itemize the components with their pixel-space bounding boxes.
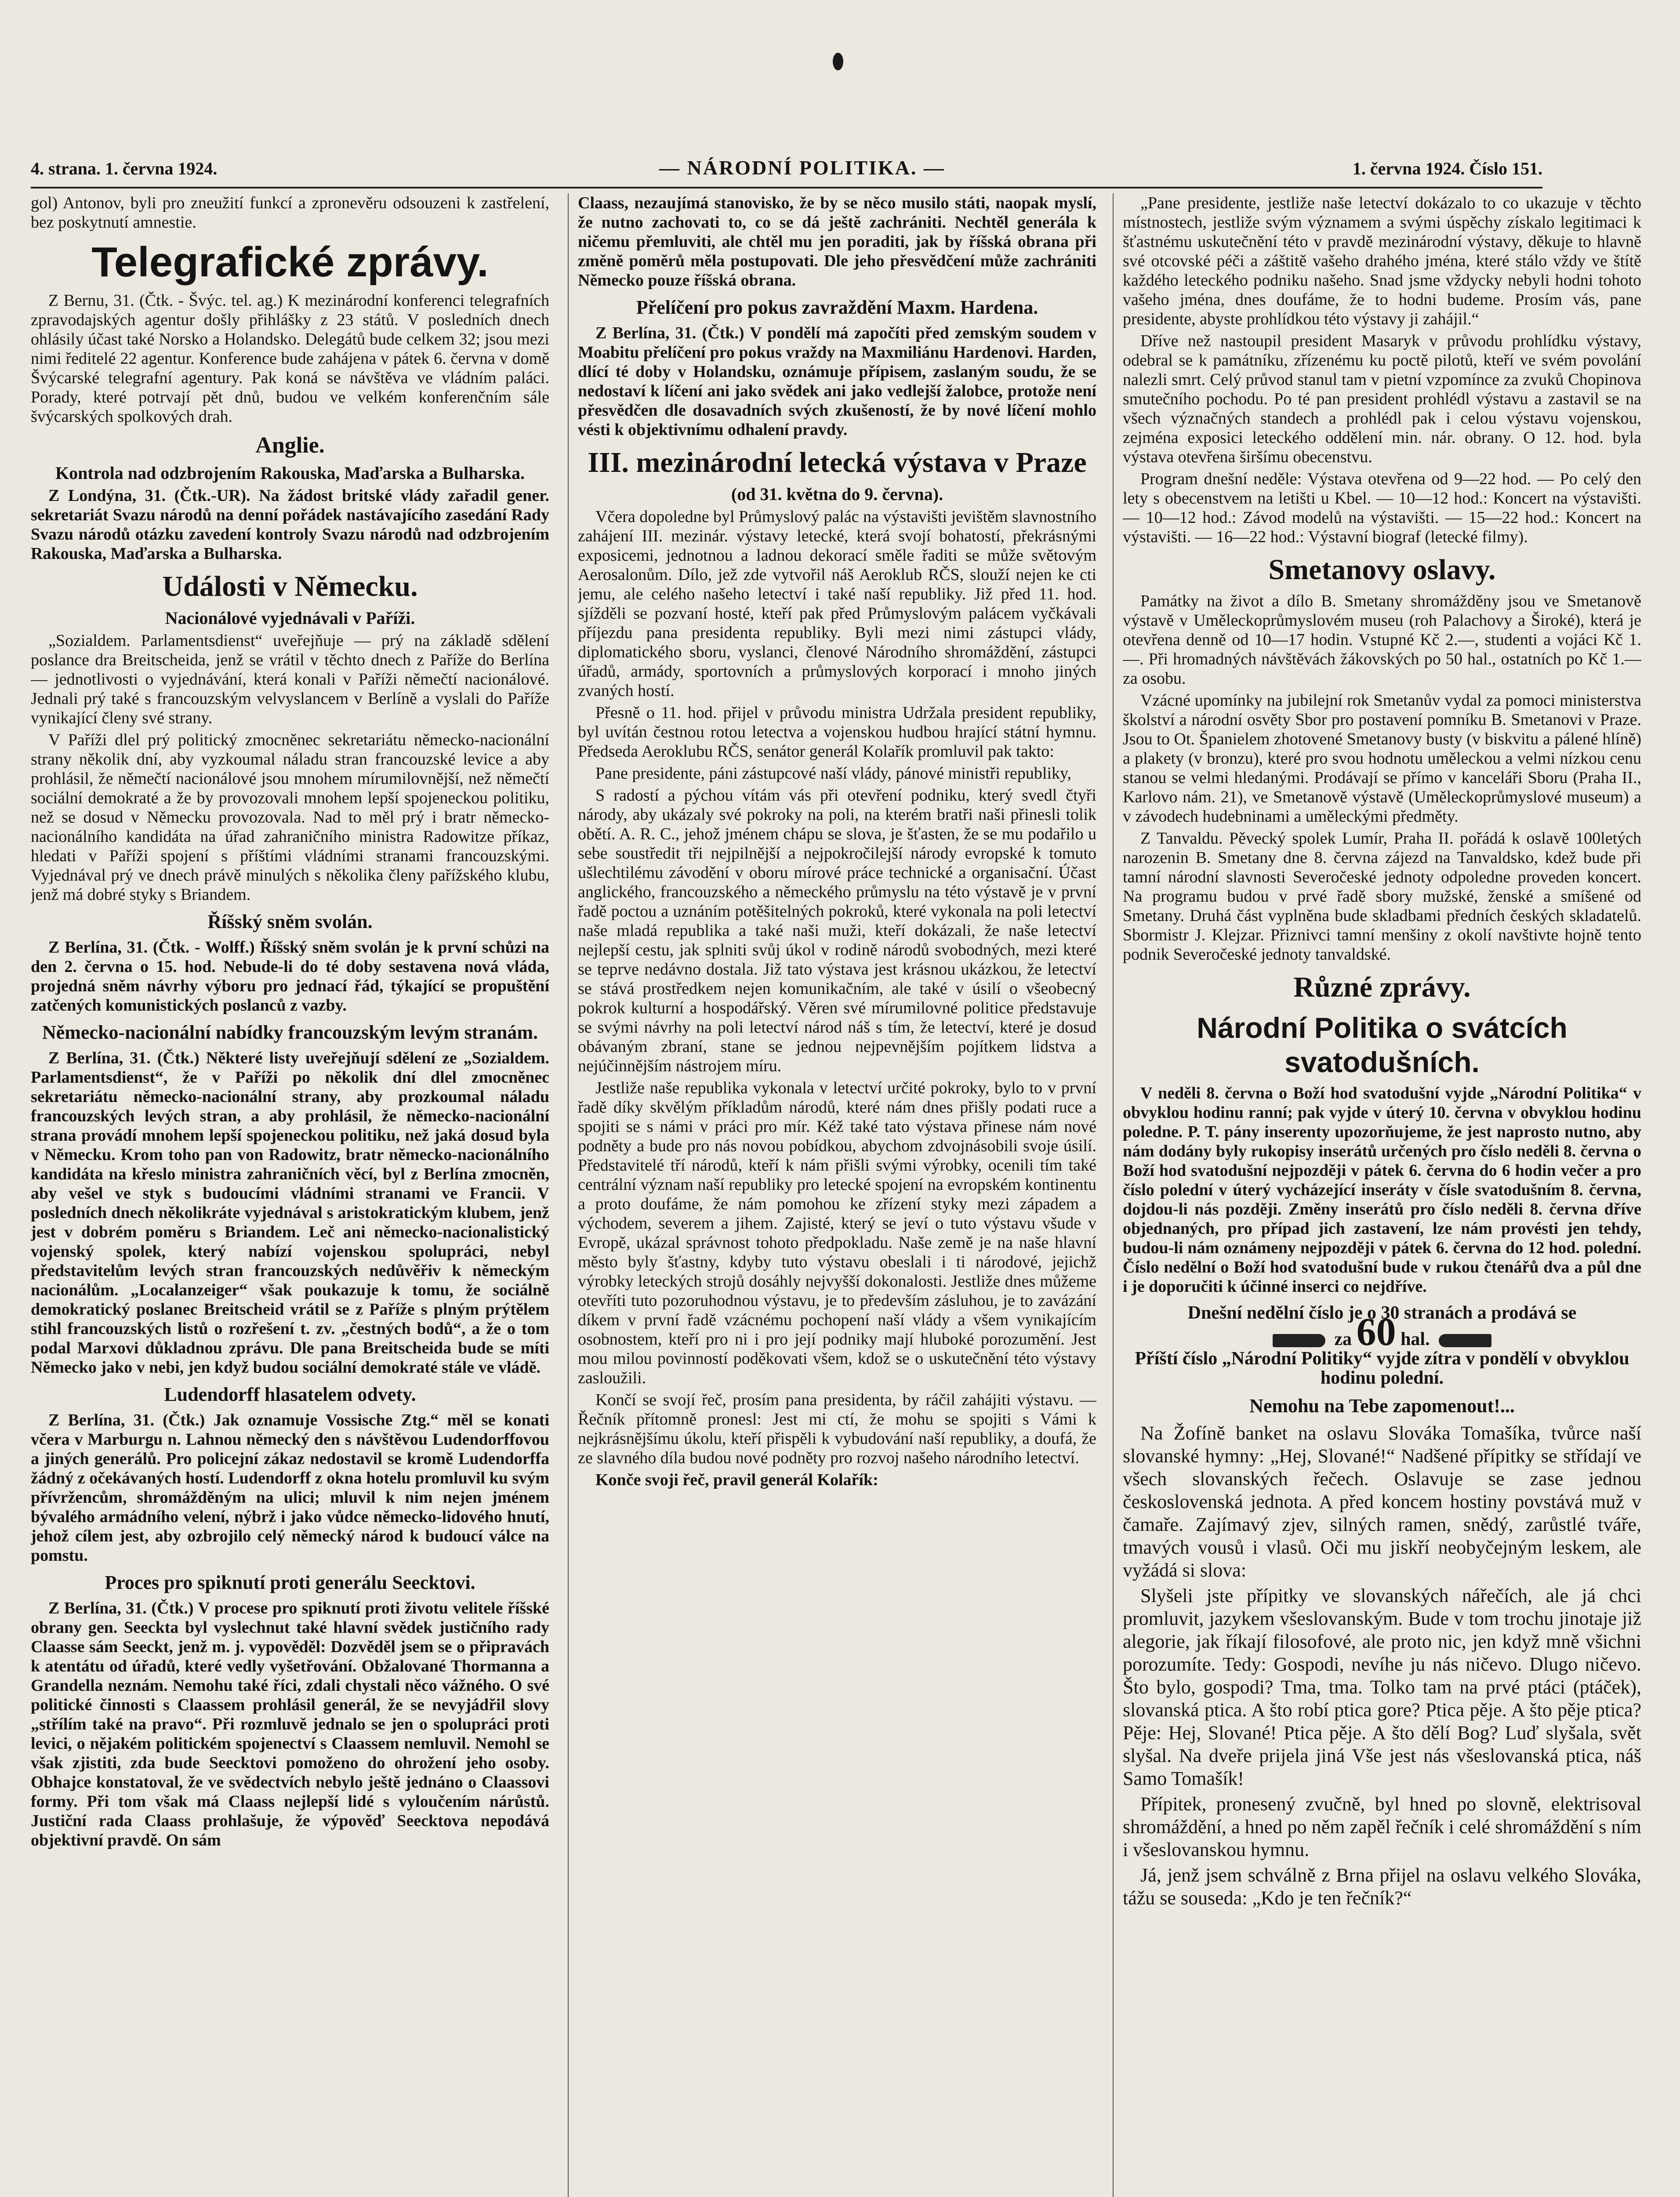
article-text: „Pane presidente, jestliže naše letectví dokázalo to co ukazuje v těchto místnostech, jestliže svým významem a svými úspěchy získalo legitimaci k šťastnému uskutečnění této v pravdě mezinárodní výstavy, děkuje to hlavně své otcovské péči a záštitě vašeho drahého jména, které stálo vždy ve štítě každého leteckého podniku našeho. Snad jsme vždycky nebyli hodni tohoto vašeho jména, dnes doufáme, že to hodni budeme. Prosím vás, pane presidente, abyste prohlídkou této výstavy ji zahájil.“ [1123,194,1641,328]
header-masthead: — NÁRODNÍ POLITIKA. — [659,156,945,179]
article-text: Já, jenž jsem schválně z Brna přijel na oslavu velkého Slováka, tážu se souseda: „Kdo je ten řečník?“ [1123,1864,1641,1909]
article-headline: Německo-nacionální nabídky francouzským levým stranám. [42,1022,538,1043]
section-heading: Anglie. [255,433,325,458]
article-text: „Sozialdem. Parlamentsdienst“ uveřejňuje — prý na základě sdělení poslance dra Breitscheida, jenž se vrátil v těchto dnech z Paříže do Berlína — jednotlivosti o vyjednávání, která konali v Paříži němečtí nacionálové. Jednali prý také s francouzským velvyslancem v Berlíně a vyslali do Paříže vynikající členy své strany. [31,631,549,727]
section-heading: Telegrafické zprávy. [91,239,489,286]
price-value: 60 [1356,1310,1396,1354]
column-divider [1113,193,1114,2197]
article-text: Z Bernu, 31. (Čtk. - Švýc. tel. ag.) K mezinárodní konferenci telegrafních zpravodajských agentur došly přihlášky z 23 států. V posledních dnech ohlásily účast také Norsko a Holandsko. Delegátů bude celkem 32; jsou mezi nimi ředitelé 22 agentur. Konference bude zahájena v pátek 6. června v domě Švýcarské telegrafní agentury. Pak koná se návštěva ve vládním paláci. Porady, které potrvají pět dnů, budou ve velkém konferenčním sále švýcarských spolkových drah. [31,291,549,426]
article-text: Přípitek, pronesený zvučně, byl hned po slovně, elektrisoval shromáždění, a hned po něm zapěl řečník i celé shromáždění s ním i všeslovanskou hymnu. [1123,1793,1641,1860]
column-3 [1123,193,1641,2197]
article-text: Dříve než nastoupil president Masaryk v průvodu prohlídku výstavy, odebral se k památníku, zřízenému ku poctě pilotů, kteří ve svém povolání nalezli smrt. Celý průvod stanul tam v pietní vzpomínce za zvuků Chopinova smutečního pochodu. Po té pan president prohlédl výstavu a zastavil se na všech význačných standech a prohlédl pak i celou výstavu vojenskou, zejména exposici leteckého oddělení min. nár. obrany. O 12. hod. byla výstava otevřena širšímu obecenstvu. [1123,332,1641,466]
article-text: Z Tanvaldu. Pěvecký spolek Lumír, Praha II. pořádá k oslavě 100letých narozenin B. Smetany dne 8. června zájezd na Tanvaldsko, kdež bude při tamní národní slavnosti Severočeské jednoty odpoledne proveden koncert. Na programu budou v prvé řadě sbory mužské, ženské a smíšené od Smetany. Druhá část vyplněna bude skladbami předních českých skladatelů. Sbormistr J. Klejzar. Přiznivci tamní menšiny z okolí navštivte hojně tento podnik Severočeské jednoty tanvaldské. [1123,829,1641,964]
column-divider [568,193,569,2197]
header-issue: 1. června 1924. Číslo 151. [1352,159,1542,178]
next-issue-notice: Příští číslo „Národní Politiky“ vyjde zítra v pondělí v obvyklou hodinu polední. [1135,1349,1629,1388]
section-heading: Různé zprávy. [1293,971,1471,1003]
article-text: Z Berlína, 31. (Čtk.) V procese pro spiknutí proti životu velitele říšské obrany gen. Seeckta byl vyslechnut také hlavní svědek justičního rady Claasse sám Seeckt, jenž m. j. vypověděl: Dozvěděl jsem se o připravách k atentátu od úřadů, které vedly vyšetřování. Obžalované Thormanna a Grandella neznám. Nemohu také říci, zdali chystali něco vážného. O své politické činnosti s Claassem prohlásil generál, že se nevyjádřil slovy „střílím také na pravo“. Při rozmluvě jednalo se jen o spolupráci proti levici, o nějakém politickém spojenectví s Claassem nemluvil. Nemohl se však zjistiti, zda bude Seecktovi pomoženo do ohrožení jeho osoby. Obhajce konstatoval, že ve svědectvích nebylo ještě jednáno o Claassovi formy. Při tom však má Claass nejlepší lidé s vyloučením nárůstů. Justiční rada Claass prohlašuje, že výpověď Seecktova nepodává objektivní pravdě. On sám [31,1599,549,1849]
article-text: Claass, nezaujímá stanovisko, že by se něco musilo státi, naopak myslí, že nutno zachovati to, co se dá ještě zachrániti. Nechtěl generála k ničemu přemluviti, ale chtěl mu jen poraditi, jak by říšská obrana při změně poměrů měla postupovati. Dle jeho přesvědčení může zachrániti Německo pouze říšská obrana. [578,194,1096,290]
article-text: Slyšeli jste přípitky ve slovanských nářečích, ale já chci promluvit, jazykem všeslovanským. Bude v tom trochu jinotaje již alegorie, jak říkají filosofové, ale proto nic, jen když mně všichni porozumíte. Tedy: Gospodi, nevíhe ju nás ničevo. Dlugo ničevo. Što bylo, gospodi? Tma, tma. Tolko tam na prvé ptáci (ptáček), slovanská ptica. A što robí ptica gore? Ptica pěje. A što pěje ptica? Pěje: Hej, Slované! Ptica pěje. A što dělí Bog? Luď slyšala, svět slyšal. Na dveře prijela jiná Vše jest nás všeslovanská ptica, náš Samo Tomašík! [1123,1585,1641,1789]
header-rule [31,187,1542,189]
article-text: Z Berlína, 31. (Čtk.) Jak oznamuje Vossische Ztg.“ měl se konati včera v Marburgu n. Lahnou německý den s návštěvou Ludendorffovou a jiných generálů. Pro policejní zákaz nedostavil se kromě Ludendorffa žádný z očekávaných hostí. Ludendorff z okna hotelu promluvil ku svým přívržencům, shromážděným na ulici; mluvil k nim nejen jménem bývalého armádního velení, nýbrž i jako vůdce německo-lidového hnutí, jehož cílem jest, aby ozbrojilo celý německý národ k budoucí válce na pomstu. [31,1411,549,1565]
section-heading: III. mezinárodní letecká výstava v Praze [588,446,1087,479]
article-text: Pane presidente, páni zástupcové naší vlády, pánové ministři republiky, [595,764,1072,783]
article-text: Z Berlína, 31. (Čtk.) Některé listy uveřejňují sdělení ze „Sozialdem. Parlamentsdienst“, že v Paříži po několik dní dlel zmocněnec sekretariátu německo-nacionální strany, aby prozkoumal náladu francouzských levých stran, a aby prohlásil, že německo-nacionální strana provádí mnohem lepší spojeneckou politiku, než jaká dosud byla v Německu. Krom toho pan von Radowitz, bratr německo-nacionálního kandidáta na křeslo ministra zahraničních věcí, byl z Berlína zmocněn, aby vešel ve styk s budoucími vládními stranami ve Francii. V posledních dnech několikráte vyjednával s aristokratickým klubem, jenž jest v dobrém poměru s Briandem. Leč ani německo-nacionalistický vojenský spolek, který nabízí vojenskou spolupráci, nebyl představitelům levých stran francouzských nedůvěřiv k německým nacionálům. „Localanzeiger“ však poukazuje k tomu, že sociálně demokratický poslanec Breitscheid vrátil se z Paříže s plným prýtělem stihl francouzských listů o rozřešení t. zv. „čestných bodů“, a že o tom podal Marxovi důkladnou zprávu. Dle pana Breitscheida bude se míti Německo jako v nebi, jen když budou sociální demokraté stále ve vládě. [31,1049,549,1377]
article-text: Z Londýna, 31. (Čtk.-UR). Na žádost britské vlády zařadil gener. sekretariát Svazu národů na denní pořádek nastávajícího zasedání Rady Svazu národů otázku zavedení kontroly Svazu národů nad odzbrojením Rakouska, Maďarska a Bulharska. [31,486,549,563]
section-heading: Události v Německu. [162,570,418,602]
article-headline: Nemohu na Tebe zapomenout!... [1249,1395,1515,1417]
article-text: V neděli 8. června o Boží hod svatodušní vyjde „Národní Politika“ v obvyklou hodinu ranní; pak vyjde v úterý 10. června v obvyklou hodinu poledne. P. T. pány inserenty upozorňujeme, že jest naprosto nutno, aby nám dodány byly rukopisy inserátů určených pro číslo neděli 8. června o Boží hod svatodušní nejpozději v pátek 6. června do 6 hodin večer a pro číslo polední v úterý vycházející inseráty v čísle svatodušním 8. června, dojdou-li nás později. Změny inserátů pro číslo neděli 8. června dříve objednaných, pro případ jich zastavení, lze nám provésti jen tehdy, budou-li nám oznámeny nejpozději v pátek 6. června do 12 hod. polední. Číslo nedělní o Boží hod svatodušní bude v rukou čtenářů dva a půl dne i je doporučiti k účinné inserci co nejdříve. [1123,1084,1641,1296]
article-subheading: Nacionálové vyjednávali v Paříži. [165,608,415,628]
article-text: Konče svoji řeč, pravil generál Kolařík: [595,1471,878,1489]
article-text: Přesně o 11. hod. přijel v průvodu ministra Udržala president republiky, byl uvítán čestnou rotou letectva a vojenskou hudbou hrající státní hymnu. Předseda Aeroklubu RČS, senátor generál Kolařík promluvil pak takto: [578,703,1096,761]
header-page-number: 4. strana. 1. června 1924. [31,159,218,178]
article-text: Program dnešní neděle: Výstava otevřena od 9—22 hod. — Po celý den lety s obecenstvem na letišti u Kbel. — 10—12 hod.: Koncert na výstavišti. — 10—12 hod.: Závod modelů na výstavišti. — 15—22 hod.: Koncert na výstavišti. — 16—22 hod.: Výstavní biograf (letecké filmy). [1123,470,1641,546]
article-text: Vzácné upomínky na jubilejní rok Smetanův vydal za pomoci ministerstva školství a národní osvěty Sbor pro postavení pomníku B. Smetanovi v Praze. Jsou to Ot. Španielem zhotovené Smetanovy busty (v biskvitu a pálené hlíně) a plakety (v bronzu), které pro svou hodnotu uměleckou a velmi nízkou cenu stanou se velmi hledanými. Prodávají se přímo v kanceláři Sboru (Praha II., Karlovo nám. 21), ve Smetanově výstavě (Uměleckoprůmyslové museum) a v závodech hudebninami a uměleckými předměty. [1123,691,1641,826]
article-text: V Paříži dlel prý politický zmocněnec sekretariátu německo-nacionální strany několik dní, aby vyzkoumal náladu stran francouzské levice a aby prohlásil, že němečtí nacionálové jsou mnohem mírumilovnější, než němečtí sociální demokraté a že by provozovali mnohem lepší spojeneckou politiku, než se dosud v Německu provozovala. Nad to měl prý i bratr německo-nacionálního kandidáta na úřad zahraničního ministra Radowitze příkaz, hledati v Paříži spojení s příštími vládními stranami francouzskými. Vyjednával prý ve dnech právě minulých s několika členy pařížského klubu, jenž má dobré styky s Briandem. [31,731,549,904]
article-subheading: Kontrola nad odzbrojením Rakouska, Maďarska a Bulharska. [55,463,525,483]
price-notice [1123,1303,1641,1388]
page-header [31,156,1542,182]
article-text: Z Berlína, 31. (Čtk. - Wolff.) Říšský sněm svolán je k první schůzi na den 2. června o 15. hod. Nebude-li do té doby sestavena nová vláda, projedná sněm návrhy výboru pro jednací řád, týkající se propuštění zatčených komunistických poslanců z vazby. [31,938,549,1015]
article-text: Končí se svojí řeč, prosím pana presidenta, by ráčil zahájiti výstavu. — Řečník přítomně pronesl: Jest mi ctí, že mohu se spojiti s Vámi k nejkrásnějšímu úkolu, kteří přispěli k vybudování naší republiky, a doufá, že ze slavného díla budou nové podněty pro rozvoj našeho národního letectví. [578,1391,1096,1467]
article-text: Včera dopoledne byl Průmyslový palác na výstavišti jevištěm slavnostního zahájení III. mezinár. výstavy letecké, která svojí bohatostí, překrásnými exposicemi, jednotnou a ladnou dekorací směle řaditi se může světovým Aerosalonům. Dílo, jež zde vytvořil náš Aeroklub RČS, slouží nejen ke cti jemu, ale celého našeho letectví i také naší republiky. Již před 11. hod. sjížděli se pozvaní hosté, kteří pak před Průmyslovým palácem vyčkávali příjezdu pana presidenta republiky. Byli mezi nimi zástupci vlády, diplomatického sboru, vyslanci, členové Národního shromáždění, zástupci úřadů, armády, sportovních a průmyslových korporací i mnoho jiných zvaných hostí. [578,508,1096,700]
pointing-hand-icon [1439,1334,1491,1347]
article-text: Na Žofíně banket na oslavu Slováka Tomašíka, tvůrce naší slovanské hymny: „Hej, Slované!“ Nadšené přípitky se střídají ve všech slovanských řečech. Oslavuje se zase jednou československá jednota. A před koncem hostiny povstává muž v čamaře. Zajímavý zjev, silných ramen, snědý, zarůstlé tváře, tmavých vousů i vlasů. Oči mu jiskří neobyčejným leskem, ale vyžádá si slova: [1123,1422,1641,1581]
article-text: Památky na život a dílo B. Smetany shromážděny jsou ve Smetanově výstavě v Uměleckoprůmyslovém museu (roh Palachovy a Široké), která je otevřena denně od 10—17 hodin. Vstupné Kč 2.—, studenti a vojáci Kč 1.—. Při hromadných návštěvách žákovských po 50 hal., ostatních po Kč 1.— za osobu. [1123,592,1641,688]
article-headline: Říšský sněm svolán. [207,911,373,932]
article-text: Jestliže naše republika vykonala v letectví určité pokroky, bylo to v první řadě díky skvělým příkladům národů, které nám dnes přišly podati ruce a spojiti se s námi v práci pro mír. Kéž také tato výstava přinese nám nové podněty a bude pro nás novou pobídkou, abychom zdvojnásobili svoje úsilí. Představitelé tří národů, kteří k nám přišli svými výrobky, ocenili tím také centrální význam naší republiky pro letecké spojení na evropském kontinentu a proto doufáme, že nám pomohou ke zřízení styky mezi západem a východem, severem a jihem. Zajisté, který se jeví o tuto výstavu všude v Evropě, ukázal správnost tohoto předpokladu. Naše země je na naše hlavní město byly šťastny, kdyby tuto výstavu obeslali i ti národové, jejichž výrobky leteckých strojů dosáhly nejvyšší dokonalosti. Jestliže dnes můžeme otevříti tuto pozoruhodnou výstavu, je to především zásluhou, je to zavázání díkem v první řadě vzácnému pochopení naší vlády a všem vynikajícím osobnostem, kteří pro ni i pro její podniky mají hluboké porozumění. Jest mou milou povinností poděkovati všem, kdož se o uskutečnění této výstavy zasloužili. [578,1079,1096,1387]
section-heading: Národní Politika o svátcích svatodušních. [1197,1011,1568,1078]
column-2 [578,193,1096,2197]
price-notice-text: Dnešní nedělní číslo je o 30 stranách a prodává se [1187,1303,1577,1323]
article-headline: Ludendorff hlasatelem odvety. [164,1384,416,1405]
section-heading: Smetanovy oslavy. [1268,554,1496,586]
ink-spot [833,53,843,70]
article-text: gol) Antonov, byli pro zneužití funkcí a zpronevěru odsouzeni k zastřelení, bez poskytnutí amnestie. [31,194,549,232]
article-subheading: (od 31. května do 9. června). [731,484,943,504]
price-prefix: za [1334,1329,1352,1349]
price-unit: hal. [1401,1329,1430,1349]
article-headline: Proces pro spiknutí proti generálu Seecktovi. [105,1572,475,1593]
article-text: Z Berlína, 31. (Čtk.) V pondělí má započíti před zemským soudem v Moabitu přelíčení pro pokus vraždy na Maxmiliánu Hardenovi. Harden, dlící té doby v Holandsku, oznámuje přípisem, zaslaným soudu, že se nedostaví k líčení ani jako svědek ani jako vedlejší žalobce, protože není přesvědčen dle dosavadních svých zkušeností, že by nové líčení mohlo vésti k objektivnímu odhalení pravdy. [578,324,1096,439]
article-headline: Přelíčení pro pokus zavraždění Maxm. Hardena. [636,297,1038,318]
column-1 [31,193,549,2197]
article-text: S radostí a pýchou vítám vás při otevření podniku, který svedl čtyři národy, aby ukázaly své pokroky na poli, na kterém bratři naši přinesli tolik obětí. A. R. C., jehož jménem chápu se slova, je šťasten, že se mu podařilo u sebe soustředit tři nejpilnější a nejpokročilejší národy evropské k tomuto ušlechtilému závodění v oboru mírové práce technické a organisační. Účast anglického, francouzského a německého průmyslu na této výstavě je v první řadě poctou a uznáním potěšitelných pokroků, které vykonala na poli letectví naše mladá republika a také naši muži, kteří dokázali, že naše letectví nejlepší cestu, jak splniti svůj úkol v rodině národů svobodných, mezi které se teprve nedávno dostala. Již tato výstava jest krásnou ukázkou, že letectví se stává prostředkem nejen komunikačním, ale také v úsilí o všeobecný pokrok kulturní a hospodářský. Věren své mírumilovné politice představuje se svými návrhy na poli letectví národ náš s tím, že letectví, které je dosud obávaným zbraní, stane se jednou nejpevnějším pojítkem lidstva a nejúčinnějším nástrojem míru. [578,786,1096,1075]
pointing-hand-icon [1273,1334,1325,1347]
